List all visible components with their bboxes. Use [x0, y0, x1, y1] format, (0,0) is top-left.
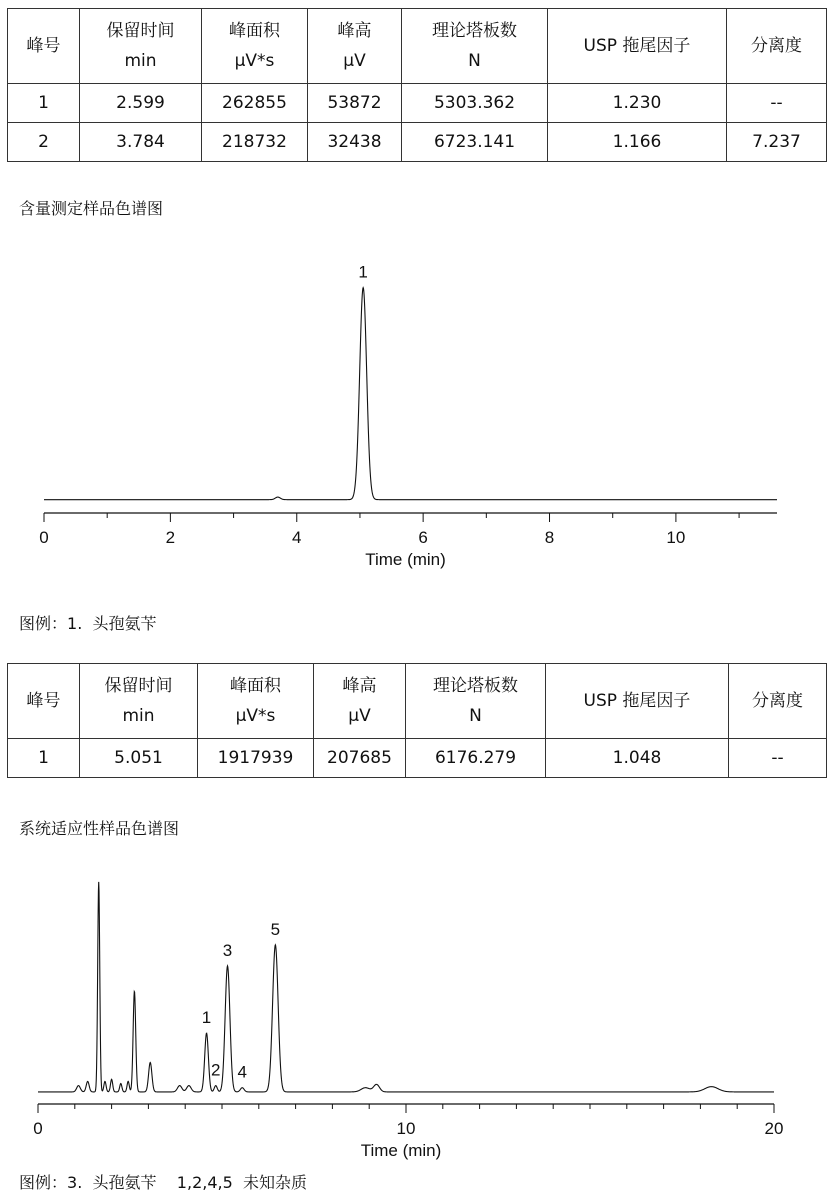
x-tick-label: 10 [666, 528, 686, 547]
header-resolution: 分离度 [727, 9, 827, 84]
peak-label: 4 [237, 1062, 247, 1082]
peak-label: 3 [222, 940, 233, 960]
x-tick-label: 0 [39, 528, 49, 547]
header-peak-height: 峰高 µV [308, 9, 402, 84]
table-header-row [8, 9, 827, 84]
results-table-1 [7, 8, 827, 162]
legend-prefix: 图例： [19, 614, 68, 633]
legend-prefix: 图例： [19, 1173, 68, 1192]
table-cell: 53872 [308, 84, 402, 123]
header-plates: 理论塔板数 N [402, 9, 548, 84]
header-peak-area: 峰面积 µV*s [202, 9, 308, 84]
table-row [8, 739, 827, 778]
signal-trace [38, 882, 774, 1092]
table-cell: 7.237 [727, 123, 827, 162]
table-cell: 2 [8, 123, 80, 162]
chart1-legend [19, 611, 156, 634]
header-retention-time: 保留时间 min [80, 664, 198, 739]
x-axis-label: Time (min) [360, 1141, 442, 1160]
x-tick-label: 2 [165, 528, 176, 547]
peak-label: 2 [211, 1060, 221, 1080]
x-tick-label: 0 [33, 1119, 43, 1138]
x-tick-label: 8 [544, 528, 555, 547]
table-cell: 1.230 [548, 84, 727, 123]
header-tailing: USP 拖尾因子 [546, 664, 729, 739]
x-axis-label: Time (min) [365, 550, 446, 569]
table-cell: 262855 [202, 84, 308, 123]
header-peak-no: 峰号 [8, 664, 80, 739]
x-tick-label: 20 [764, 1119, 784, 1138]
table-cell: 1.166 [548, 123, 727, 162]
chart1-heading: 含量测定样品色谱图 [19, 199, 164, 218]
table-cell: 6723.141 [402, 123, 548, 162]
results-table-2 [7, 663, 827, 778]
table-row [8, 84, 827, 123]
legend-text: 1. 头孢氨苄 [67, 614, 157, 633]
chart2-legend [19, 1170, 307, 1193]
peak-label: 1 [201, 1008, 212, 1028]
table-cell: 1.048 [546, 739, 729, 778]
table-cell: 207685 [314, 739, 406, 778]
table-cell: 3.784 [80, 123, 202, 162]
header-tailing: USP 拖尾因子 [548, 9, 727, 84]
header-peak-height: 峰高 µV [314, 664, 406, 739]
legend-text: 3. 头孢氨苄 1,2,4,5 未知杂质 [67, 1173, 307, 1192]
table-cell: 32438 [308, 123, 402, 162]
table-cell: -- [727, 84, 827, 123]
peak-label: 5 [270, 919, 281, 939]
table-cell: 2.599 [80, 84, 202, 123]
x-tick-label: 6 [418, 528, 428, 547]
table-cell: 1917939 [198, 739, 314, 778]
table-cell: 6176.279 [406, 739, 546, 778]
table-cell: 218732 [202, 123, 308, 162]
header-resolution: 分离度 [729, 664, 827, 739]
table-row [8, 123, 827, 162]
chromatogram-1 [0, 230, 836, 590]
header-retention-time: 保留时间 min [80, 9, 202, 84]
table-cell: 1 [8, 84, 80, 123]
signal-trace [44, 288, 777, 500]
table-header-row [8, 664, 827, 739]
chart2-heading: 系统适应性样品色谱图 [19, 819, 180, 838]
table-cell: -- [729, 739, 827, 778]
table-cell: 1 [8, 739, 80, 778]
header-peak-area: 峰面积 µV*s [198, 664, 314, 739]
x-tick-label: 10 [396, 1119, 416, 1138]
peak-label: 1 [358, 262, 368, 282]
x-tick-label: 4 [292, 528, 302, 547]
table-cell: 5.051 [80, 739, 198, 778]
chromatogram-2 [0, 850, 836, 1170]
table-cell: 5303.362 [402, 84, 548, 123]
header-peak-no: 峰号 [8, 9, 80, 84]
header-plates: 理论塔板数 N [406, 664, 546, 739]
